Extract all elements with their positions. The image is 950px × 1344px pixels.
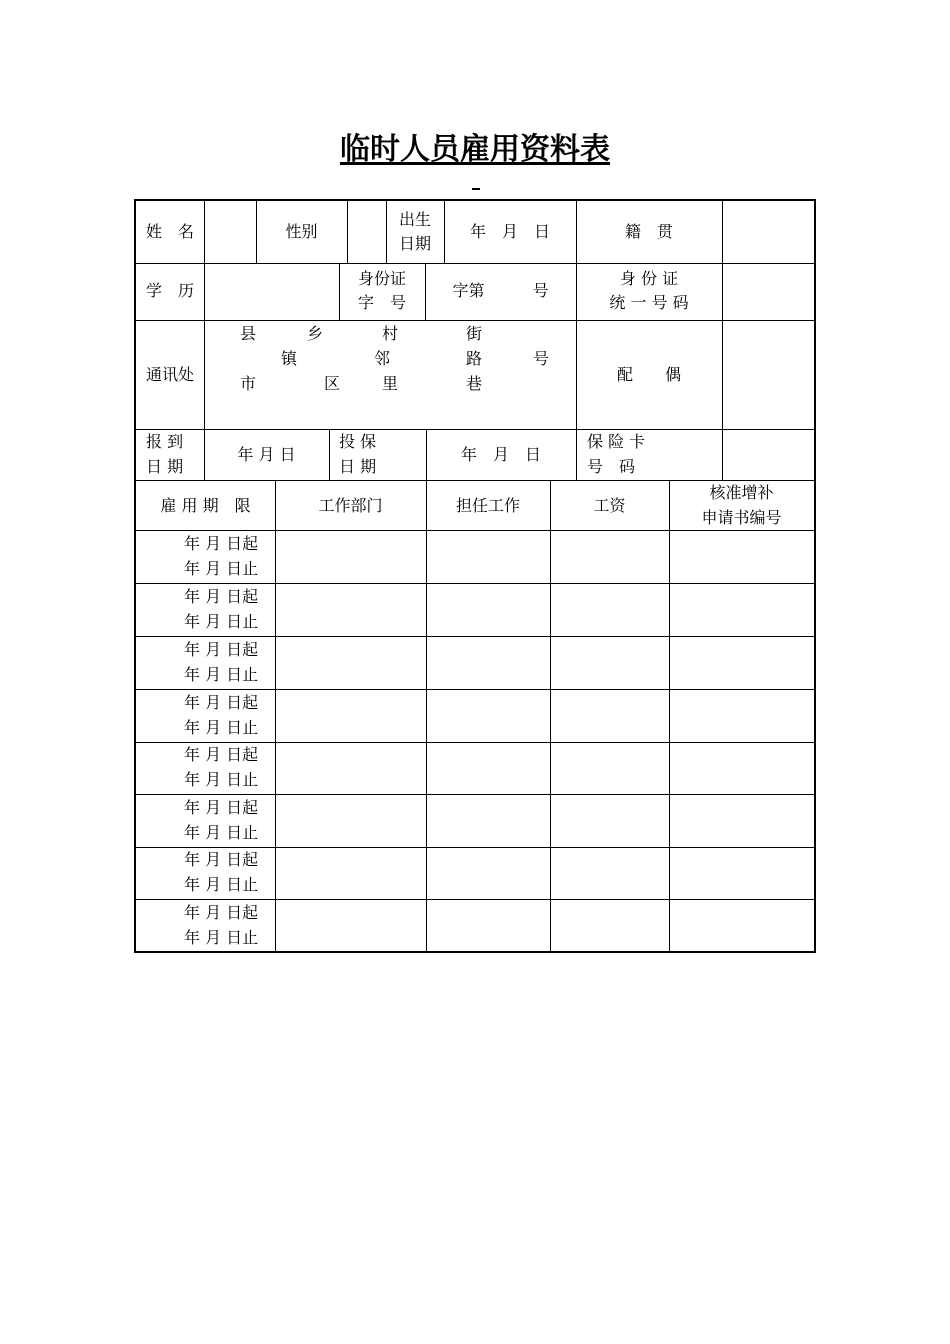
period-start: 年 月 日起 <box>184 534 259 553</box>
period-start: 年 月 日起 <box>184 903 259 922</box>
header-approval-1: 核准增补 <box>709 483 774 502</box>
v-r4c <box>576 429 577 480</box>
period-end: 年 月 日止 <box>184 823 259 842</box>
unified-id-label-1: 身 份 证 <box>619 269 679 288</box>
period-end: 年 月 日止 <box>184 718 259 737</box>
page-title: 临时人员雇用资料表 <box>340 132 610 167</box>
rule-emp2 <box>136 636 814 637</box>
v-r4a <box>329 429 330 480</box>
period-start: 年 月 日起 <box>184 745 259 764</box>
unified-id-label-2: 统 一 号 码 <box>609 293 689 312</box>
birth-date-value: 年 月 日 <box>469 222 550 241</box>
period-end: 年 月 日止 <box>184 612 259 631</box>
education-label: 学 历 <box>145 281 194 300</box>
rule-row2 <box>136 320 814 321</box>
insurance-card-label-1: 保 险 卡 <box>587 432 646 451</box>
period-end: 年 月 日止 <box>184 928 259 947</box>
header-department: 工作部门 <box>318 496 383 515</box>
birth-label-2: 日期 <box>398 234 431 253</box>
addr-li: 里 <box>382 374 399 393</box>
header-job: 担任工作 <box>455 496 520 515</box>
header-approval-2: 申请书编号 <box>701 508 782 527</box>
v-emp-d <box>669 480 670 953</box>
v-r1c <box>347 201 348 263</box>
addr-road: 路 <box>466 349 483 368</box>
addr-number: 号 <box>533 349 550 368</box>
v-emp-a <box>275 480 276 953</box>
period-start: 年 月 日起 <box>184 587 259 606</box>
birth-label-1: 出生 <box>398 210 431 229</box>
id-label-2: 字 号 <box>357 293 406 312</box>
dash-mark <box>472 188 480 190</box>
rule-header <box>136 530 814 531</box>
v-r1a <box>204 201 205 263</box>
rule-emp1 <box>136 583 814 584</box>
addr-city: 市 <box>240 374 257 393</box>
v-emp-b <box>426 480 427 953</box>
period-end: 年 月 日止 <box>184 665 259 684</box>
v-emp-c <box>550 480 551 953</box>
form-table <box>134 199 816 953</box>
rule-row3 <box>136 429 814 430</box>
gender-label: 性别 <box>285 222 318 241</box>
addr-district: 区 <box>324 374 341 393</box>
period-start: 年 月 日起 <box>184 693 259 712</box>
addr-town: 镇 <box>281 349 298 368</box>
id-number-value: 字第 号 <box>452 281 549 300</box>
addr-neighborhood: 邻 <box>374 349 391 368</box>
report-date-value: 年 月 日 <box>237 445 296 464</box>
period-end: 年 月 日止 <box>184 875 259 894</box>
v-r14b <box>722 201 723 480</box>
name-label: 姓 名 <box>145 222 194 241</box>
rule-row1 <box>136 263 814 264</box>
addr-village: 村 <box>382 324 399 343</box>
period-start: 年 月 日起 <box>184 850 259 869</box>
id-label-1: 身份证 <box>357 269 406 288</box>
insurance-card-label-2: 号 码 <box>587 457 636 476</box>
period-start: 年 月 日起 <box>184 640 259 659</box>
insure-date-value: 年 月 日 <box>460 445 541 464</box>
report-label-2: 日 期 <box>146 457 184 476</box>
header-wage: 工资 <box>593 496 626 515</box>
period-end: 年 月 日止 <box>184 559 259 578</box>
period-start: 年 月 日起 <box>184 798 259 817</box>
addr-lane: 巷 <box>466 374 483 393</box>
rule-emp7 <box>136 899 814 900</box>
period-end: 年 月 日止 <box>184 770 259 789</box>
address-label: 通讯处 <box>145 365 194 384</box>
spouse-label: 配 偶 <box>616 365 681 384</box>
native-place-label: 籍 贯 <box>624 222 673 241</box>
report-label-1: 报 到 <box>146 432 184 451</box>
addr-street: 街 <box>466 324 483 343</box>
rule-emp3 <box>136 689 814 690</box>
insure-label-1: 投 保 <box>339 432 377 451</box>
header-period: 雇 用 期 限 <box>160 496 251 515</box>
addr-county: 县 <box>240 324 257 343</box>
insure-label-2: 日 期 <box>339 457 377 476</box>
addr-township: 乡 <box>307 324 324 343</box>
rule-emp5 <box>136 794 814 795</box>
